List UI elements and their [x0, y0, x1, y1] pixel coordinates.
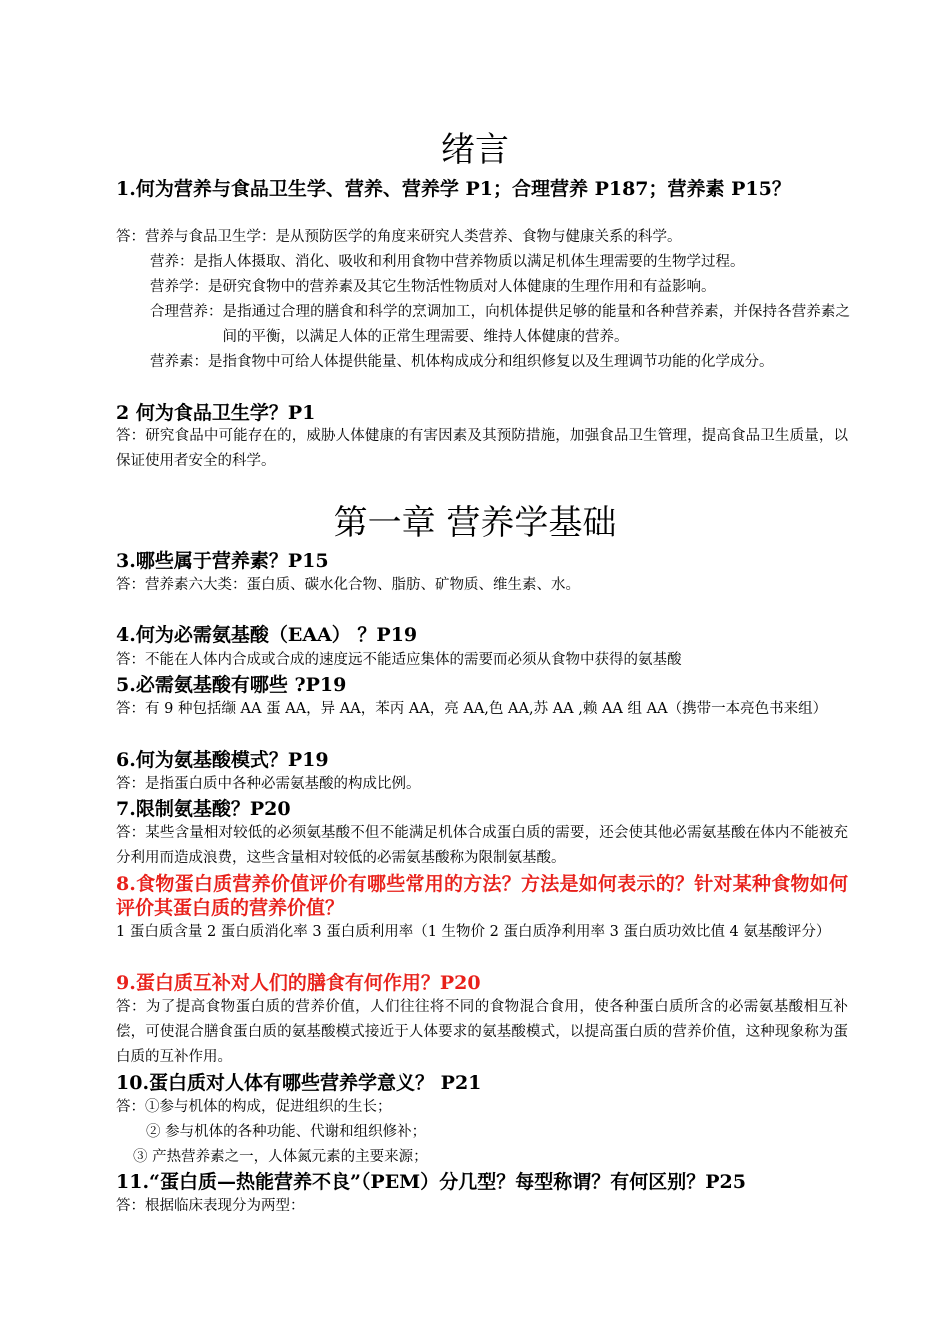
- chapter-1-title: 第一章 营养学基础: [333, 503, 617, 543]
- answer-10-item-1: 答：①参与机体的构成，促进组织的生长；: [116, 1099, 392, 1115]
- definition-text: 是研究食物中的营养素及其它生物活性物质对人体健康的生理作用和有益影响。: [208, 279, 716, 295]
- definition-nutriology: [150, 275, 850, 300]
- answer-8: 1 蛋白质含量 2 蛋白质消化率 3 蛋白质利用率（1 生物价 2 蛋白质净利用率 3 蛋白质功效比值 4 氨基酸评分）: [116, 924, 831, 940]
- question-3: 3.哪些属于营养素？P15: [116, 550, 329, 572]
- question-6: 6.何为氨基酸模式？P19: [116, 749, 329, 771]
- question-1: 1.何为营养与食品卫生学、营养、营养学 P1；合理营养 P187；营养素 P15？: [116, 178, 791, 200]
- definition-label: 合理营养：: [150, 304, 223, 320]
- answer-4: 答：不能在人体内合成或合成的速度远不能适应集体的需要而必须从食物中获得的氨基酸: [116, 652, 682, 668]
- definition-nutrient: [150, 350, 850, 375]
- answer-9: 答：为了提高食物蛋白质的营养价值，人们往往将不同的食物混合食用，使各种蛋白质所含的必需氨基酸相互补偿，可使混合膳食蛋白质的氨基酸模式接近于人体要求的氨基酸模式，以提高蛋白质的营养价值，这种现象称为蛋白质的互补作用。: [116, 999, 848, 1065]
- question-4: 4.何为必需氨基酸（EAA） ？P19: [116, 624, 418, 646]
- answer-2: 答：研究食品中可能存在的，威胁人体健康的有害因素及其预防措施，加强食品卫生管理，提高食品卫生质量，以保证使用者安全的科学。: [116, 428, 848, 469]
- question-7: 7.限制氨基酸？P20: [116, 798, 291, 820]
- answer-1: 答：营养与食品卫生学：是从预防医学的角度来研究人类营养、食物与健康关系的科学。: [116, 229, 682, 245]
- definition-label: 营养学：: [150, 279, 208, 295]
- intro-title: 绪言: [441, 130, 509, 170]
- definition-label: 营养素：: [150, 354, 208, 370]
- answer-7: 答：某些含量相对较低的必须氨基酸不但不能满足机体合成蛋白质的需要，还会使其他必需氨基酸在体内不能被充分利用而造成浪费，这些含量相对较低的必需氨基酸称为限制氨基酸。: [116, 825, 848, 866]
- question-2: 2 何为食品卫生学？P1: [116, 402, 316, 424]
- question-5: 5.必需氨基酸有哪些 ?P19: [116, 674, 347, 696]
- answer-10-item-2: ② 参与机体的各种功能、代谢和组织修补；: [146, 1124, 427, 1140]
- question-9: 9.蛋白质互补对人们的膳食有何作用？P20: [116, 972, 481, 994]
- definition-text: 是指人体摄取、消化、吸收和利用食物中营养物质以满足机体生理需要的生物学过程。: [193, 254, 745, 270]
- definition-nutrition: [150, 250, 850, 275]
- answer-10-item-3: ③ 产热营养素之一，人体氮元素的主要来源；: [133, 1149, 428, 1165]
- definition-text: 是指食物中可给人体提供能量、机体构成成分和组织修复以及生理调节功能的化学成分。: [208, 354, 774, 370]
- definition-rational-nutrition: [150, 300, 850, 350]
- question-10: 10.蛋白质对人体有哪些营养学意义？ P21: [116, 1072, 482, 1094]
- answer-6: 答：是指蛋白质中各种必需氨基酸的构成比例。: [116, 776, 421, 792]
- question-8: 8.食物蛋白质营养价值评价有哪些常用的方法？方法是如何表示的？针对某种食物如何评价其蛋白质的营养价值？: [116, 873, 848, 919]
- definition-text: 是指通过合理的膳食和科学的烹调加工，向机体提供足够的能量和各种营养素，并保持各营养素之间的平衡，以满足人体的正常生理需要、维持人体健康的营养。: [222, 304, 850, 345]
- question-11: 11.“蛋白质—热能营养不良”（PEM）分几型？每型称谓？有何区别？P25: [116, 1171, 746, 1193]
- answer-11: 答：根据临床表现分为两型：: [116, 1198, 305, 1214]
- definition-label: 营养：: [150, 254, 194, 270]
- answer-5: 答：有 9 种包括缬 AA 蛋 AA，异 AA，苯丙 AA，亮 AA,色 AA,苏 AA ,赖 AA 组 AA（携带一本亮色书来组）: [116, 701, 828, 717]
- answer-3: 答：营养素六大类：蛋白质、碳水化合物、脂肪、矿物质、维生素、水。: [116, 577, 580, 593]
